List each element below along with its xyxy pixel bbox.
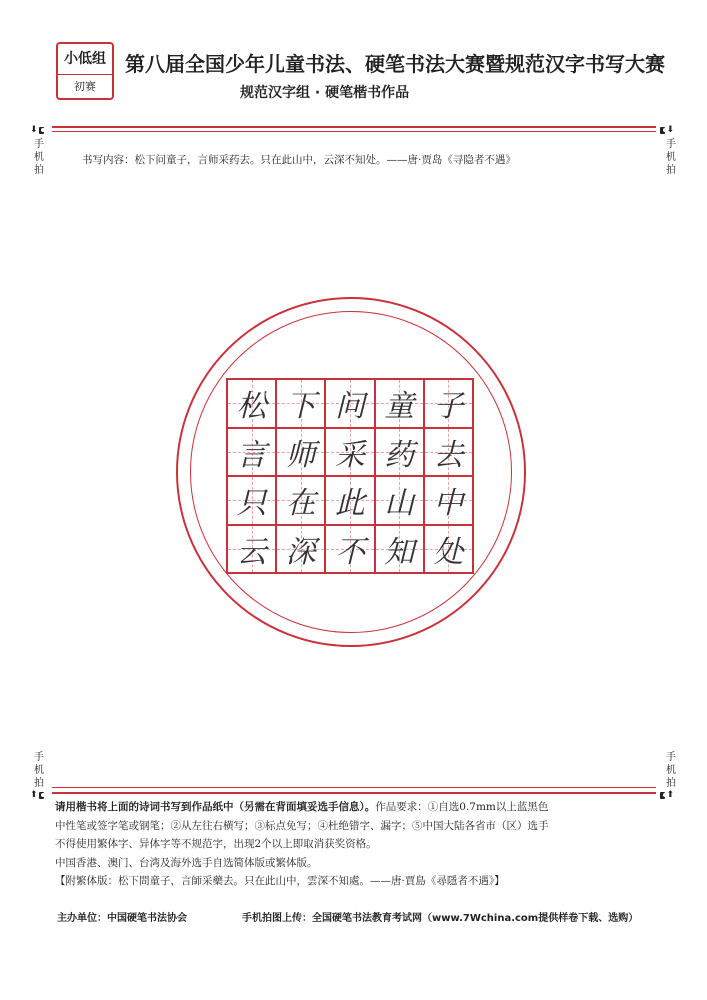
grid-character: 只 [236, 486, 267, 522]
grid-cell [276, 525, 325, 574]
grid-cell [276, 428, 325, 477]
bottom-divider [52, 792, 656, 794]
camera-icon [39, 792, 44, 799]
grid-cell [227, 476, 276, 525]
grid-cell [424, 428, 473, 477]
grid-character: 问 [334, 389, 365, 425]
arrow-up-icon: ⬆ [30, 790, 38, 800]
round-label: 初赛 [74, 80, 96, 93]
grid-cell [375, 428, 424, 477]
grid-cell [325, 379, 374, 428]
upload-info: 手机拍图上传：全国硬笔书法教育考试网（www.7Wchina.com提供样卷下载、选购） [242, 913, 639, 924]
grid-cell [424, 379, 473, 428]
phone-photo-label-tr: 手 机 拍 [666, 139, 676, 176]
requirements-line-1 [55, 798, 665, 817]
page-subtitle: 规范汉字组 · 硬笔楷书作品 [240, 85, 410, 101]
arrow-down-icon: ⬇ [30, 125, 38, 135]
bottom-divider-thin [52, 787, 656, 788]
grid-character: 师 [285, 437, 316, 473]
top-divider-thin [52, 131, 656, 132]
grid-character: 下 [285, 389, 316, 425]
grid-character: 山 [384, 486, 415, 522]
arrow-up-icon: ⬆ [666, 790, 674, 800]
camera-icon-top-left [30, 125, 44, 135]
phone-photo-label-bl: 手 机 拍 [34, 752, 44, 789]
requirements-instruction: 请用楷书将上面的诗词书写到作品纸中（另需在背面填妥选手信息）。 [55, 801, 376, 813]
grid-character: 童 [384, 389, 415, 425]
grid-character: 松 [236, 389, 267, 425]
grid-cell [375, 525, 424, 574]
grid-character: 云 [236, 534, 267, 570]
top-divider [52, 126, 656, 128]
writing-grid [226, 378, 474, 574]
arrow-down-icon: ⬇ [666, 125, 674, 135]
requirements-line-3: 不得使用繁体字、异体字等不规范字，出现2个以上即取消获奖资格。 [55, 838, 377, 850]
grid-character: 去 [433, 437, 464, 473]
grid-cell [227, 525, 276, 574]
grid-cell [325, 476, 374, 525]
grid-character: 不 [334, 534, 365, 570]
grid-cell [325, 428, 374, 477]
grid-character: 知 [384, 534, 415, 570]
grid-cell [424, 525, 473, 574]
requirements-line-2: 中性笔或签字笔或钢笔；②从左往右横写；③标点免写；④杜绝错字、漏字；⑤中国大陆各省市（区）选手 [55, 819, 549, 832]
grid-cell [325, 525, 374, 574]
camera-icon-bottom-left [30, 790, 44, 800]
group-badge [56, 42, 114, 100]
grid-character: 药 [384, 437, 415, 473]
grid-character: 在 [285, 486, 316, 522]
grid-cell [375, 476, 424, 525]
grid-cell [424, 476, 473, 525]
requirements-intro: 作品要求：①自选0.7mm以上蓝黑色 [375, 801, 549, 813]
grid-character: 深 [285, 534, 316, 570]
phone-photo-label-tl: 手 机 拍 [34, 139, 44, 176]
page-title: 第八届全国少年儿童书法、硬笔书法大赛暨规范汉字书写大赛 [125, 52, 665, 76]
grid-cell [276, 379, 325, 428]
grid-character: 子 [433, 389, 464, 425]
requirements-block [55, 798, 665, 891]
writing-content-label: 书写内容： [82, 154, 135, 166]
writing-content [82, 152, 642, 167]
grid-cell [375, 379, 424, 428]
requirements-line-4: 中国香港、澳门、台湾及海外选手自选简体版或繁体版。 [55, 856, 318, 869]
group-label: 小低组 [58, 44, 112, 75]
phone-photo-label-br: 手 机 拍 [666, 752, 676, 789]
camera-icon [660, 127, 665, 134]
grid-cell [227, 379, 276, 428]
organizer: 主办单位：中国硬笔书法协会 [57, 913, 187, 924]
requirements-line-5: 【附繁体版：松下問童子，言師采藥去。只在此山中，雲深不知處。——唐·賈島《尋隱者不遇》】 [55, 875, 505, 887]
grid-cell [227, 428, 276, 477]
grid-character: 言 [236, 437, 267, 473]
grid-character: 中 [433, 486, 464, 522]
grid-character: 此 [334, 486, 365, 522]
grid-character: 采 [334, 437, 365, 473]
camera-icon [39, 127, 44, 134]
grid-character: 处 [433, 534, 464, 570]
grid-cell [276, 476, 325, 525]
writing-content-text: 松下问童子，言师采药去。只在此山中，云深不知处。——唐·贾岛《寻隐者不遇》 [134, 154, 516, 166]
camera-icon-top-right [660, 125, 674, 135]
